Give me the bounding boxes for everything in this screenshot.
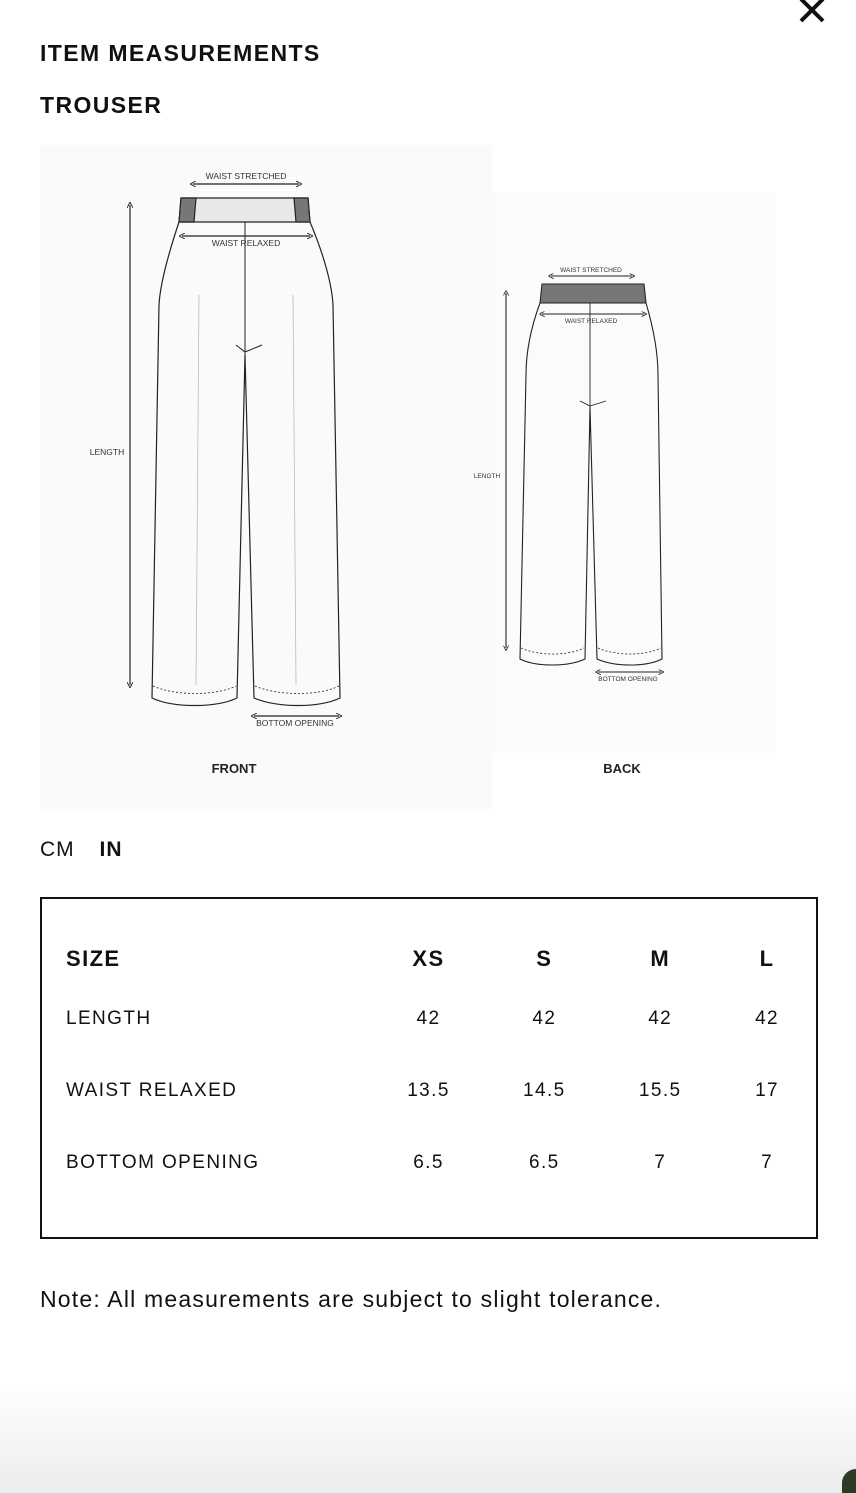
table-row <box>66 983 816 1055</box>
back-waist-stretched-label: WAIST STRETCHED <box>560 267 622 274</box>
close-icon <box>796 0 828 26</box>
table-row <box>66 1055 816 1127</box>
table-cell: 6.5 <box>413 1152 444 1173</box>
close-button[interactable] <box>796 0 828 26</box>
table-cell: 7 <box>654 1152 667 1173</box>
unit-toggle <box>40 838 141 862</box>
table-cell: 13.5 <box>407 1080 450 1101</box>
product-type-title: TROUSER <box>40 92 163 118</box>
table-cell: 17 <box>755 1080 780 1101</box>
front-bottom-opening-label: BOTTOM OPENING <box>256 718 334 728</box>
header-m: M <box>650 946 671 971</box>
back-length-label: LENGTH <box>473 473 501 480</box>
front-view-label: FRONT <box>211 761 257 776</box>
front-length-label: LENGTH <box>89 447 125 457</box>
table-row <box>66 1127 816 1199</box>
table-cell: 6.5 <box>529 1152 560 1173</box>
row-label: BOTTOM OPENING <box>66 1152 260 1173</box>
table-cell: 42 <box>648 1008 673 1029</box>
bottom-shade <box>0 1383 856 1493</box>
table-cell: 15.5 <box>638 1080 682 1101</box>
row-label: LENGTH <box>66 1008 152 1029</box>
tolerance-note: Note: All measurements are subject to slight tolerance. <box>40 1286 663 1312</box>
back-waist-relaxed-label: WAIST RELAXED <box>564 318 618 325</box>
back-view-label: BACK <box>603 761 641 776</box>
header-s: S <box>536 946 553 971</box>
table-cell: 42 <box>532 1008 557 1029</box>
front-waist-relaxed-label: WAIST RELAXED <box>211 238 281 248</box>
table-header-row <box>66 935 816 983</box>
row-label: WAIST RELAXED <box>66 1080 238 1101</box>
unit-in-option[interactable]: IN <box>99 838 123 861</box>
table-cell: 42 <box>416 1008 441 1029</box>
header-xs: XS <box>412 946 445 971</box>
modal-title: ITEM MEASUREMENTS <box>40 40 321 66</box>
table-cell: 42 <box>755 1008 780 1029</box>
size-chart-table <box>66 935 816 1199</box>
table-cell: 14.5 <box>523 1080 566 1101</box>
back-bottom-opening-label: BOTTOM OPENING <box>598 676 658 683</box>
header-size: SIZE <box>66 946 121 971</box>
size-chart-box <box>40 897 818 1239</box>
header-l: L <box>759 946 775 971</box>
unit-cm-option[interactable]: CM <box>40 838 75 861</box>
table-cell: 7 <box>761 1152 774 1173</box>
trouser-measurement-diagram <box>40 145 776 809</box>
front-waist-stretched-label: WAIST STRETCHED <box>205 171 287 181</box>
